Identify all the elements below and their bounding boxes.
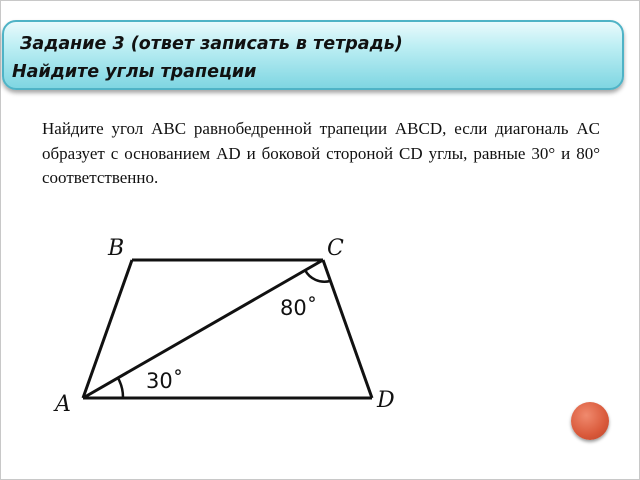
- diagonal-ac: [83, 260, 323, 398]
- angle-arc-a: [118, 378, 123, 398]
- banner-title: Задание 3 (ответ записать в тетрадь): [20, 34, 403, 54]
- vertex-label-c: C: [327, 236, 344, 261]
- angle-label-30: 30˚: [146, 369, 184, 393]
- task-text-end: соответственно.: [42, 168, 159, 187]
- angle-label-80: 80˚: [280, 296, 318, 320]
- side-ab: [83, 260, 132, 398]
- task-text-main: Найдите угол ABC равнобедренной трапеции ABCD, если диагональ AC образует с основанием AD и боковой стороной CD углы, равные 30° и 80°: [42, 119, 600, 163]
- vertex-label-b: B: [108, 236, 125, 261]
- next-slide-button[interactable]: [571, 402, 609, 440]
- vertex-label-d: D: [377, 388, 395, 413]
- side-cd: [323, 260, 372, 398]
- vertex-label-a: A: [55, 392, 71, 417]
- banner-subtitle: Найдите углы трапеции: [12, 62, 257, 82]
